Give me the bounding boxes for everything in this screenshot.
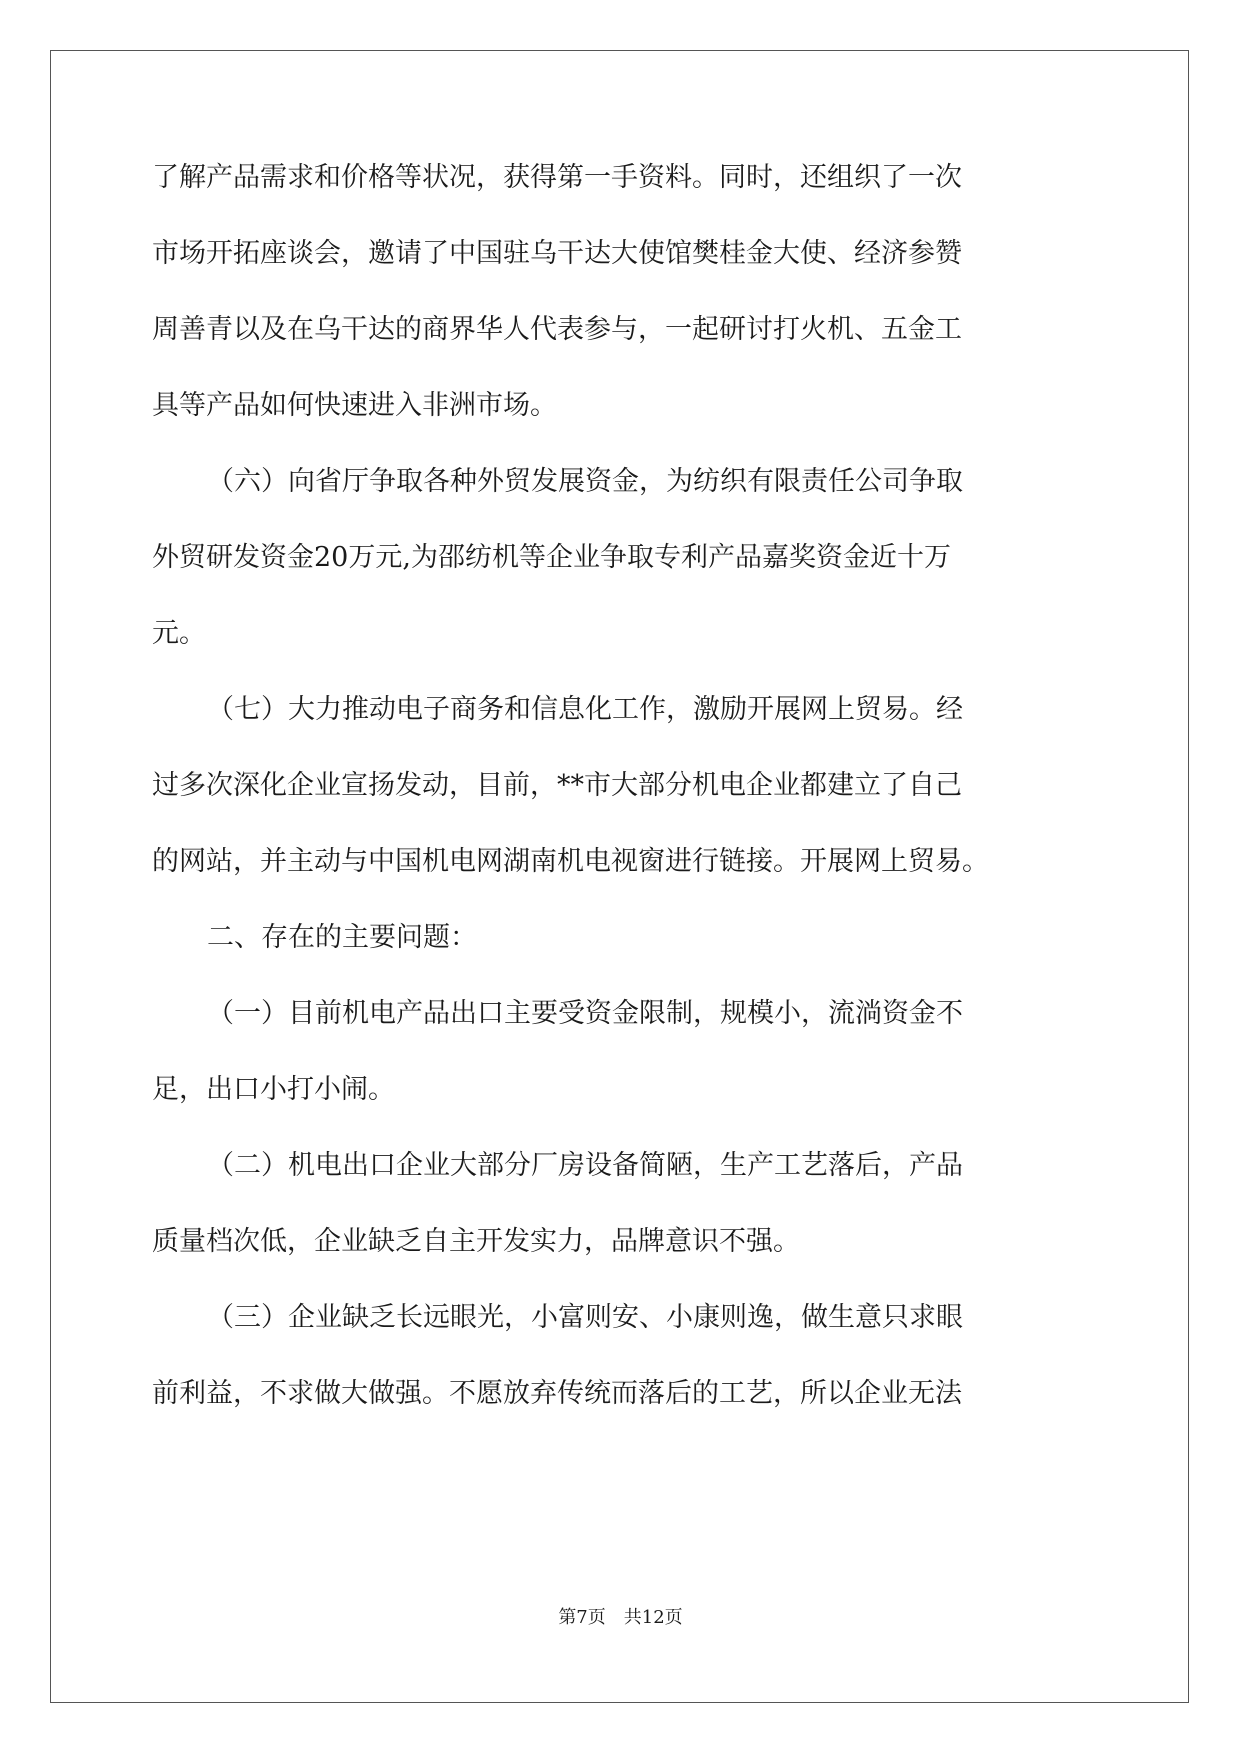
text-line: 具等产品如何快速进入非洲市场。 [152,390,557,421]
text-line: 了解产品需求和价格等状况，获得第一手资料。同时，还组织了一次 [152,162,962,193]
text-line: （三）企业缺乏长远眼光，小富则安、小康则逸，做生意只求眼 [207,1302,963,1333]
text-line: 外贸研发资金20万元,为邵纺机等企业争取专利产品嘉奖资金近十万 [152,542,951,573]
text-line: 元。 [152,618,206,649]
text-line: 过多次深化企业宣扬发动，目前，**市大部分机电企业都建立了自己 [152,770,962,801]
text-line: 质量档次低，企业缺乏自主开发实力，品牌意识不强。 [152,1226,800,1257]
text-line: 足，出口小打小闹。 [152,1074,395,1105]
text-line: （七）大力推动电子商务和信息化工作，激励开展网上贸易。经 [207,694,963,725]
text-line: 市场开拓座谈会，邀请了中国驻乌干达大使馆樊桂金大使、经济参赞 [152,238,962,269]
text-line: 前利益，不求做大做强。不愿放弃传统而落后的工艺，所以企业无法 [152,1378,962,1409]
text-line: （六）向省厅争取各种外贸发展资金，为纺织有限责任公司争取 [207,466,963,497]
text-line: 周善青以及在乌干达的商界华人代表参与，一起研讨打火机、五金工 [152,314,962,345]
section-heading: 二、存在的主要问题： [207,922,477,953]
page-footer: 第7页 共12页 [558,1607,683,1628]
text-line: （二）机电出口企业大部分厂房设备简陋，生产工艺落后，产品 [207,1150,963,1181]
text-line: （一）目前机电产品出口主要受资金限制，规模小，流淌资金不 [207,998,963,1029]
text-line: 的网站，并主动与中国机电网湖南机电视窗进行链接。开展网上贸易。 [152,846,989,877]
